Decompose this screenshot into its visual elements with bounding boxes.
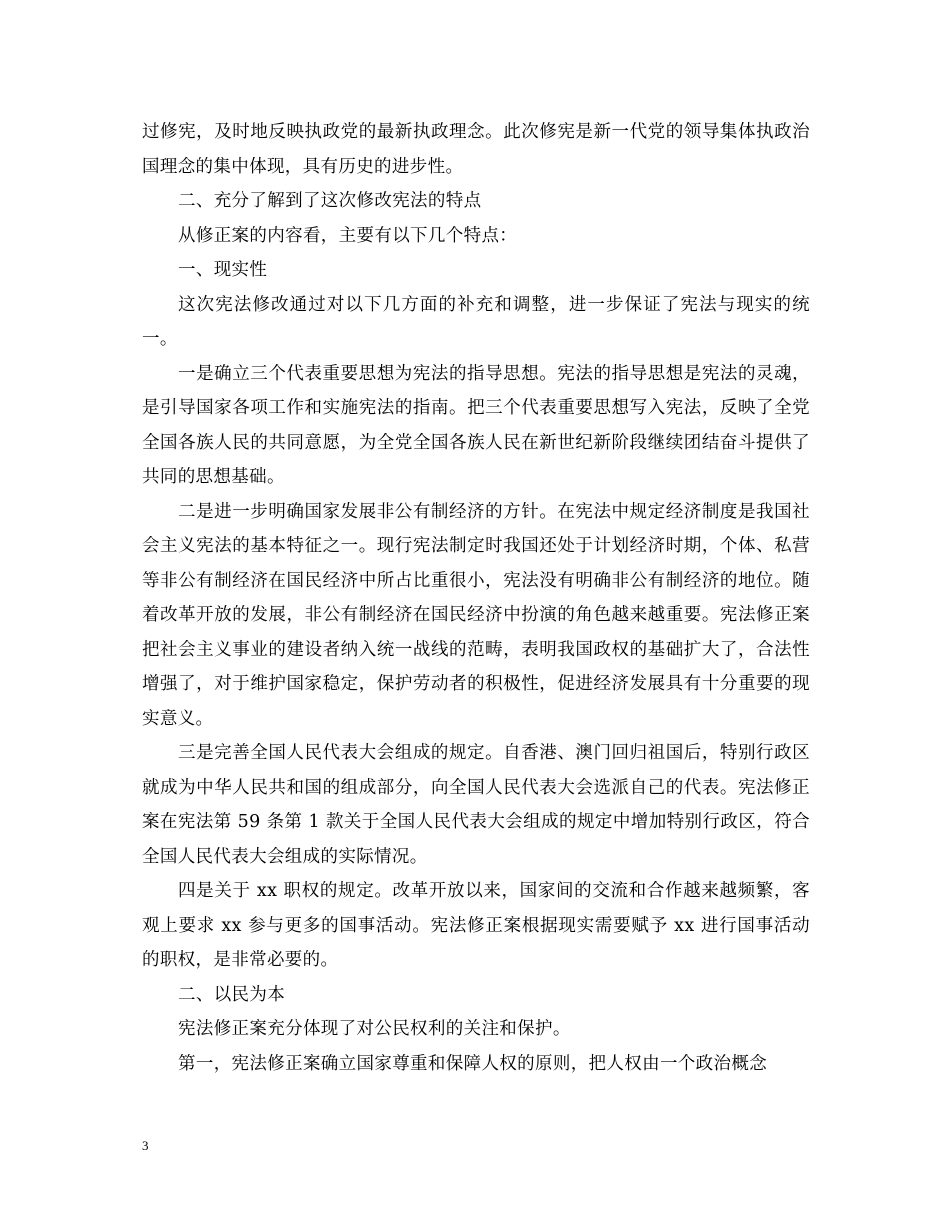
paragraph: 宪法修正案充分体现了对公民权利的关注和保护。 bbox=[178, 1019, 571, 1039]
subsection-heading: 一、现实性 bbox=[178, 260, 268, 280]
paragraph: 第一，宪法修正案确立国家尊重和保障人权的原则，把人权由一个政治概念 bbox=[178, 1053, 768, 1074]
subsection-heading: 二、以民为本 bbox=[178, 984, 286, 1005]
page-body bbox=[142, 115, 810, 1081]
paragraph: 三是完善全国人民代表大会组成的规定。自香港、澳门回归祖国后，特别行政区就成为中华人民共和国的组成部分，向全国人民代表大会选派自己的代表。宪法修正案在宪法第 59 条第 1 款关于全国人民代表大会组成的规定中增加特别行政区，符合全国人民代表大会组成的实际情况。 bbox=[142, 743, 810, 867]
paragraph: 四是关于 xx 职权的规定。改革开放以来，国家间的交流和合作越来越频繁，客观上要求 xx 参与更多的国事活动。宪法修正案根据现实需要赋予 xx 进行国事活动的职权，是非常必要的。 bbox=[142, 881, 810, 970]
paragraph: 这次宪法修改通过对以下几方面的补充和调整，进一步保证了宪法与现实的统一。 bbox=[142, 294, 810, 349]
section-heading: 二、充分了解到了这次修改宪法的特点 bbox=[178, 191, 482, 211]
paragraph: 一是确立三个代表重要思想为宪法的指导思想。宪法的指导思想是宪法的灵魂，是引导国家各项工作和实施宪法的指南。把三个代表重要思想写入宪法，反映了全党全国各族人民的共同意愿，为全党全国各族人民在新世纪新阶段继续团结奋斗提供了共同的思想基础。 bbox=[142, 363, 810, 487]
paragraph: 从修正案的内容看，主要有以下几个特点： bbox=[178, 225, 518, 246]
page-number: 3 bbox=[142, 1138, 149, 1153]
paragraph-continuation: 过修宪，及时地反映执政党的最新执政理念。此次修宪是新一代党的领导集体执政治国理念的集中体现，具有历史的进步性。 bbox=[142, 122, 810, 177]
paragraph: 二是进一步明确国家发展非公有制经济的方针。在宪法中规定经济制度是我国社会主义宪法的基本特征之一。现行宪法制定时我国还处于计划经济时期，个体、私营等非公有制经济在国民经济中所占比重很小，宪法没有明确非公有制经济的地位。随着改革开放的发展，非公有制经济在国民经济中扮演的角色越来越重要。宪法修正案把社会主义事业的建设者纳入统一战线的范畴，表明我国政权的基础扩大了，合法性增强了，对于维护国家稳定，保护劳动者的积极性，促进经济发展具有十分重要的现实意义。 bbox=[142, 501, 810, 729]
